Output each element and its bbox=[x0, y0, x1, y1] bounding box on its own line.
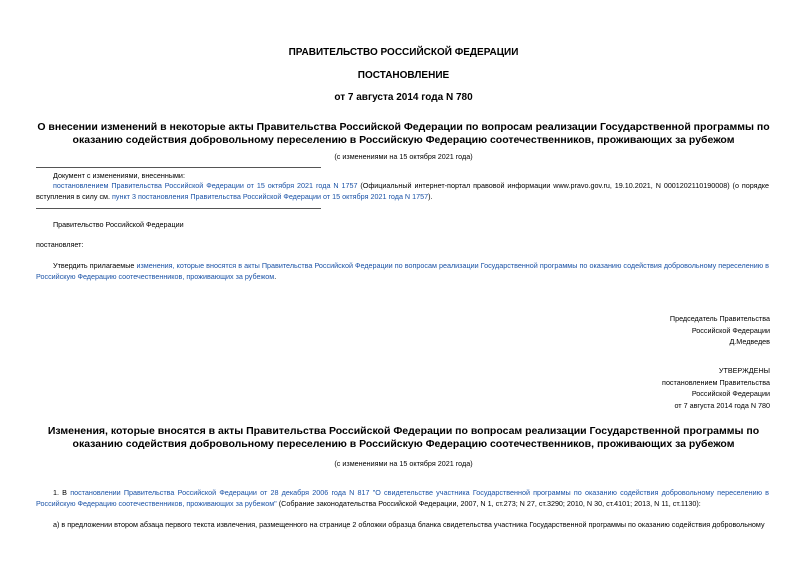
changes-link[interactable]: изменения, которые вносятся в акты Правительства Российской Федерации по вопросам реализации Государственной программы по оказанию содействия добровольному переселению в Российскую Федерацию соотечественников, проживающих за рубежом bbox=[36, 261, 769, 281]
annex-paragraph-2: а) в предложении втором абзаца первого текста извлечения, размещенного на странице 2 обложки образца бланка свидетельства участника Государственной программы по оказанию содействия добровольному bbox=[53, 520, 765, 529]
government-heading: ПРАВИТЕЛЬСТВО РОССИЙСКОЙ ФЕДЕРАЦИИ bbox=[288, 47, 519, 58]
entry-into-force-link[interactable]: пункт 3 постановления Правительства Российской Федерации от 15 октября 2021 года N 1757 bbox=[112, 191, 429, 201]
document-title: О внесении изменений в некоторые акты Правительства Российской Федерации по вопросам реализации Государственной программы по оказанию содействия добровольному переселению в Российскую Федерацию соотечественников, проживающих за рубежом bbox=[37, 121, 770, 146]
signature-position: Председатель Правительства bbox=[669, 314, 770, 323]
changes-text-end: ). bbox=[428, 191, 433, 201]
approved-date: от 7 августа 2014 года N 780 bbox=[674, 400, 770, 410]
signature-block bbox=[480, 313, 770, 348]
approved-by: постановлением Правительства bbox=[662, 377, 770, 387]
divider-bottom bbox=[36, 208, 321, 209]
approve-paragraph bbox=[36, 261, 769, 282]
certificate-resolution-link[interactable]: "О свидетельстве участника Государственной программы по оказанию содействия добровольному переселению в Российскую Федерацию соотечественников, проживающих за рубежом" bbox=[36, 488, 769, 508]
document-date-number: от 7 августа 2014 года N 780 bbox=[334, 92, 473, 103]
approve-suffix: . bbox=[274, 271, 277, 281]
p1-suffix: (Собрание законодательства Российской Федерации, 2007, N 1, ст.273; N 27, ст.3290; 2010, N 30, ст.4101; 2013, N 11, ст.1130): bbox=[276, 498, 701, 508]
annex-title: Изменения, которые вносятся в акты Правительства Российской Федерации по вопросам реализации Государственной программы по оказанию содействия добровольному переселению в Российскую Федерацию соотечественников, проживающих за рубежом bbox=[47, 425, 760, 450]
annex-edition-note: (с изменениями на 15 октября 2021 года) bbox=[334, 459, 473, 468]
annex-paragraph-1 bbox=[36, 488, 769, 509]
approve-prefix: Утвердить прилагаемые bbox=[53, 261, 137, 270]
government-reference: Правительство Российской Федерации bbox=[53, 220, 184, 229]
edition-note: (с изменениями на 15 октября 2021 года) bbox=[334, 152, 473, 161]
document-type: ПОСТАНОВЛЕНИЕ bbox=[357, 70, 450, 81]
approved-label: УТВЕРЖДЕНЫ bbox=[718, 366, 770, 375]
amendment-link[interactable]: постановлением Правительства Российской Федерации от 15 октября 2021 года N 1757 bbox=[53, 181, 358, 190]
approval-stamp bbox=[480, 365, 770, 411]
signature-country: Российской Федерации bbox=[691, 325, 770, 335]
decides-label: постановляет: bbox=[36, 240, 84, 249]
p1-prefix: 1. В bbox=[53, 488, 71, 497]
resolution-817-link[interactable]: постановлении Правительства Российской Федерации от 28 декабря 2006 года N 817 bbox=[70, 488, 370, 497]
approved-country: Российской Федерации bbox=[691, 389, 770, 398]
divider-top bbox=[36, 167, 321, 168]
changes-intro: Документ с изменениями, внесенными: bbox=[53, 171, 185, 180]
changes-paragraph bbox=[36, 181, 769, 202]
signature-name: Д.Медведев bbox=[729, 337, 770, 346]
changes-text: (Официальный интернет-портал правовой информации www.pravo.gov.ru, 19.10.2021, N 0001202110190008) (о порядке вступления в силу см. bbox=[36, 181, 769, 201]
